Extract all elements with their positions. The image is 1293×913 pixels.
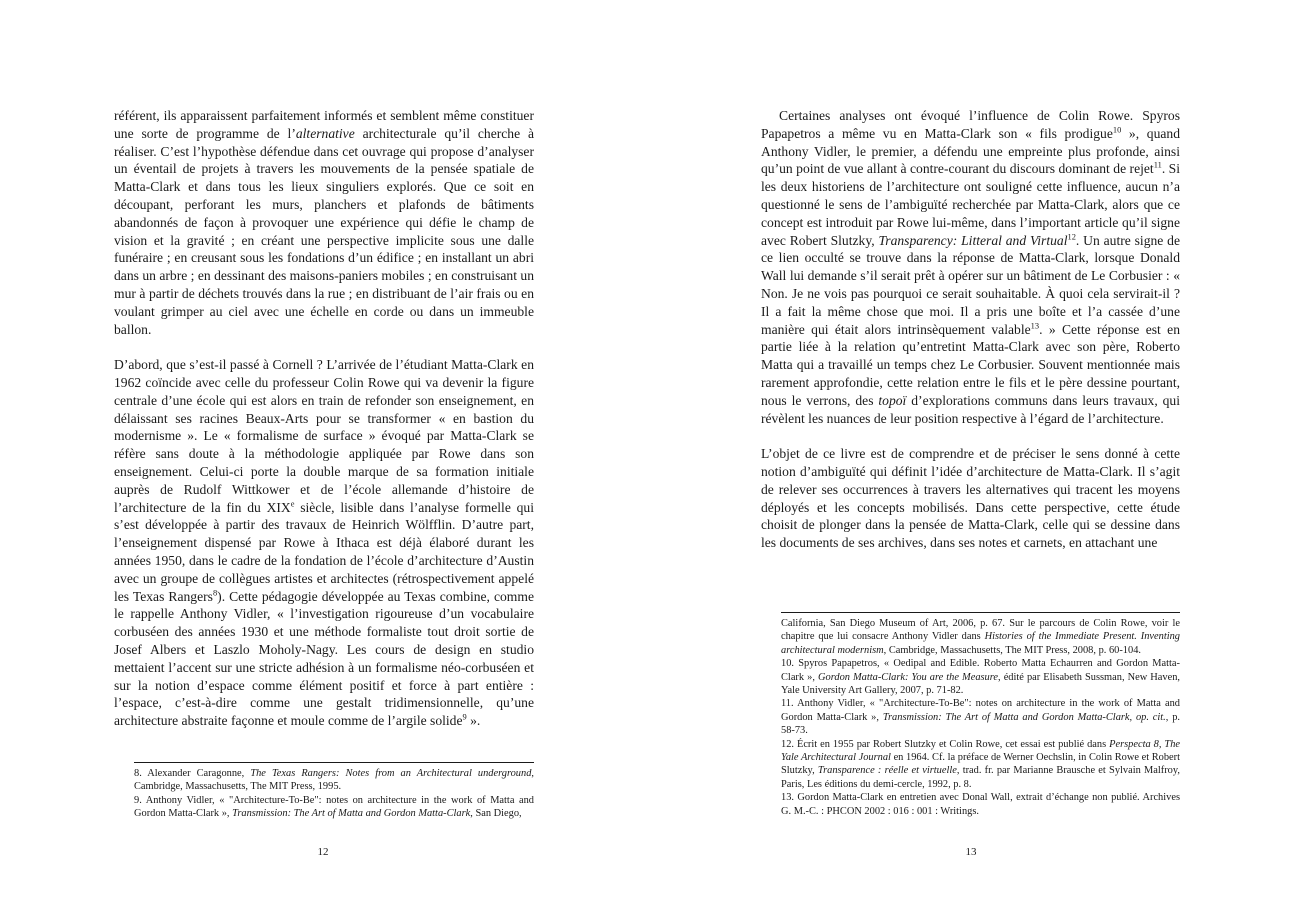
paragraph [114, 356, 534, 730]
left-footnotes [134, 767, 534, 821]
italic-text: Transmission: The Art of Matta and Gordon Matta-Clark [232, 808, 471, 820]
text-run: siècle, lisible dans l’analyse formelle qui s’est développée à partir des travaux de Heinrich Wölfflin. D’autre part, l’enseignement dispensé par Rowe à Ithaca est déjà élaboré durant les années 1950, dans le cadre de la fondation de l’école d’architecture d’Austin avec un groupe de collègues artistes et architectes (rétrospectivement appelé les Texas Rangers [114, 499, 534, 604]
text-run: 9. Anthony Vidler, « "Architecture-To-Be": notes on architecture in the work of Matta and Gordon Matta-Clark », [134, 794, 534, 820]
footnote [781, 791, 1180, 818]
footnote [134, 794, 534, 821]
text-run: . » Cette réponse est en partie liée à la relation qu’entretint Matta-Clark avec son père, Roberto Matta qui a travaillé un temps chez Le Corbusier. Souvent mentionnée mais rarement approfondie, cette relation entre le fils et le père dessine pourtant, nous le verrons, des [761, 321, 1180, 408]
text-run: . Si les deux historiens de l’architecture ont souligné cette influence, aucun n’a questionné le sens de l’ambiguïté recherchée par Matta-Clark, alors que ce concept est introduit par Rowe lui-même, dans l’important article qu’il signe avec Robert Slutzky, [761, 161, 1180, 248]
note-call: 13 [1030, 320, 1040, 331]
right-body-text [761, 107, 1180, 570]
footnote-rule [781, 612, 1180, 613]
text-run: 12. Écrit en 1955 par Robert Slutzky et Colin Rowe, cet essai est publié dans [781, 738, 1110, 750]
right-page [646, 0, 1293, 913]
text-run: 10. Spyros Papapetros, « Oedipal and Edible. Roberto Matta Echaurren and Gordon Matta-Clark », [781, 658, 1180, 683]
text-run: ». [466, 713, 481, 729]
footnote [781, 697, 1180, 737]
italic-text: Perspecta 8, The Yale Architectural Journal [781, 738, 1180, 764]
left-page [0, 0, 646, 913]
italic-text: Transparence : réelle et virtuelle [817, 765, 957, 777]
text-run: 11. Anthony Vidler, « "Architecture-To-Be": notes on architecture in the work of Matta and Gordon Matta-Clark », [781, 698, 1180, 723]
text-run: , San Diego, [470, 808, 522, 820]
text-run: Certaines analyses ont évoqué l’influence de Colin Rowe. Spyros Papapetros a même vu en Matta-Clark son « fils prodigue [761, 108, 1180, 141]
text-run: California, San Diego Museum of Art, 2006, p. 67. Sur le parcours de Colin Rowe, voir le chapitre que lui consacre Anthony Vidler dans [781, 618, 1180, 643]
italic-text: Histories of the Immediate Present. Inventing architectural modernism [781, 631, 1181, 656]
note-call: 11 [1153, 159, 1162, 170]
right-footnotes [781, 617, 1180, 818]
italic-text: Transmission: The Art of Matta and Gordon Matta-Clark, op. cit. [882, 711, 1166, 723]
footnote-rule [134, 762, 534, 763]
italic-text: Transparency: Litteral and Virtual [878, 232, 1068, 248]
note-call: 10 [1112, 124, 1122, 135]
text-run: 13. Gordon Matta-Clark en entretien avec Donal Wall, extrait d’échange non publié. Archives G. M.-C. : PHCON 2002 : 016 : 001 : Writings. [781, 792, 1180, 817]
text-run: , p. 58-73. [781, 711, 1180, 737]
left-body-text [114, 107, 534, 748]
note-call: 12 [1067, 231, 1076, 242]
text-run: , Cambridge, Massachusetts, The MIT Press, 1995. [134, 768, 534, 793]
text-run: L’objet de ce livre est de comprendre et de préciser le sens donné à cette notion d’ambiguïté qui définit l’idée d’architecture de Matta-Clark. Il s’agit de relever ses occurrences à travers les alternatives qui tracent les moyens déployés et les concepts mobilisés. Dans cette perspective, cette étude choisit de plonger dans la pensée de Matta-Clark, celle qui se dessine dans les documents de ses archives, dans ses notes et carnets, en attachant une [761, 446, 1180, 551]
text-run: , trad. fr. par Marianne Brausche et Sylvain Malfroy, Paris, Les éditions du demi-cercle, 1992, p. 8. [781, 765, 1180, 790]
italic-text: alternative [295, 125, 355, 141]
text-run: d’explorations communs dans leurs travaux, qui révèlent les nuances de leur position respective à l’égard de l’architecture. [761, 392, 1180, 426]
footnote [781, 617, 1180, 657]
text-run: D’abord, que s’est-il passé à Cornell ? L’arrivée de l’étudiant Matta-Clark en 1962 coïncide avec celle du professeur Colin Rowe qui va devenir la figure centrale d’une école qui est alors en train de refonder son enseignement, en délaissant ses racines Beaux-Arts pour se transformer « en bastion du modernisme ». Le « formalisme de surface » évoqué par Matta-Clark se réfère sans doute à la méthodologie appliquée par Rowe dans son enseignement. Celui-ci porte la double marque de sa formation initiale auprès de Rudolf Wittkower et de l’école allemande d’histoire de l’architecture de la fin du XIX [114, 357, 534, 515]
page-number: 13 [965, 846, 977, 858]
paragraph [114, 107, 534, 338]
paragraph [761, 445, 1180, 552]
note-call: e [290, 498, 295, 508]
text-run: . Un autre signe de ce lien occulté se trouve dans la réponse de Matta-Clark, lorsque Donald Wall lui demande s’il serait prêt à opérer sur un bâtiment de Le Corbusier : « Non. Je ne vois pas pourquoi ce serait souhaitable. À quoi cela servirait-il ? Il a fait la même chose que moi. Il a pris une boîte et l’a cassée d’une manière qui était alors intrinsèquement valable [761, 232, 1180, 337]
text-run: en 1964. Cf. la préface de Werner Oechslin, in Colin Rowe et Robert Slutzky, [781, 752, 1180, 777]
italic-text: topoï [878, 392, 907, 408]
text-run: ). Cette pédagogie développée au Texas combine, comme le rappelle Anthony Vidler, « l’investigation rigoureuse d’un vocabulaire corbuséen des années 1930 et une méthode formaliste tout droit sortie de Josef Albers et Laszlo Moholy-Nagy. Les cours de design en studio mettaient l’accent sur une stricte adhésion à un formalisme néo-corbuséen et sur la notion d’espace comme élément positif et force à part entière : l’espace, c’est-à-dire comme une gestalt tridimensionnelle, qu’une architecture abstraite façonne et moule comme de l’argile solide [114, 588, 534, 729]
text-run: architecturale qu’il cherche à réaliser. C’est l’hypothèse défendue dans cet ouvrage qui propose d’analyser un éventail de projets à travers les mouvements de la pensée spatiale de Matta-Clark et dans tous les lieux singuliers explorés. Que ce soit en découpant, perforant les murs, planchers et plafonds de bâtiments abandonnés de façon à provoquer une expérience qui défie le champ de vision et la gravité ; en créant une perspective implicite sous une dalle funéraire ; en creusant sous les fondations d’un édifice ; en installant un abri dans un arbre ; en dessinant des maisons-paniers mobiles ; en construisant un mur à partir de déchets trouvés dans la rue ; en distribuant de l’air frais ou en voulant grimper au ciel avec une échelle en corde ou dans un immeuble ballon. [114, 125, 535, 337]
footnote [781, 738, 1180, 792]
page-number: 12 [317, 846, 329, 858]
paragraph [761, 107, 1180, 427]
italic-text: Gordon Matta-Clark: You are the Measure [818, 671, 999, 683]
text-run: 8. Alexander Caragonne, [134, 768, 251, 779]
italic-text: The Texas Rangers: Notes from an Architectural underground [250, 768, 532, 779]
note-call: 8 [212, 586, 218, 597]
text-run: », quand Anthony Vidler, le premier, a défendu une empreinte plus profonde, ainsi qu’un point de vue allant à contre-courant du discours dominant de rejet [761, 125, 1180, 177]
note-call: 9 [462, 711, 467, 722]
text-run: , Cambridge, Massachusetts, The MIT Press, 2008, p. 60-104. [883, 644, 1141, 656]
text-run: référent, ils apparaissent parfaitement informés et semblent même constituer une sorte de programme de l’ [114, 108, 534, 141]
footnote [134, 767, 534, 794]
footnote [781, 657, 1180, 697]
text-run: , édité par Elisabeth Sussman, New Haven, Yale University Art Gallery, 2007, p. 71-82. [781, 671, 1181, 697]
